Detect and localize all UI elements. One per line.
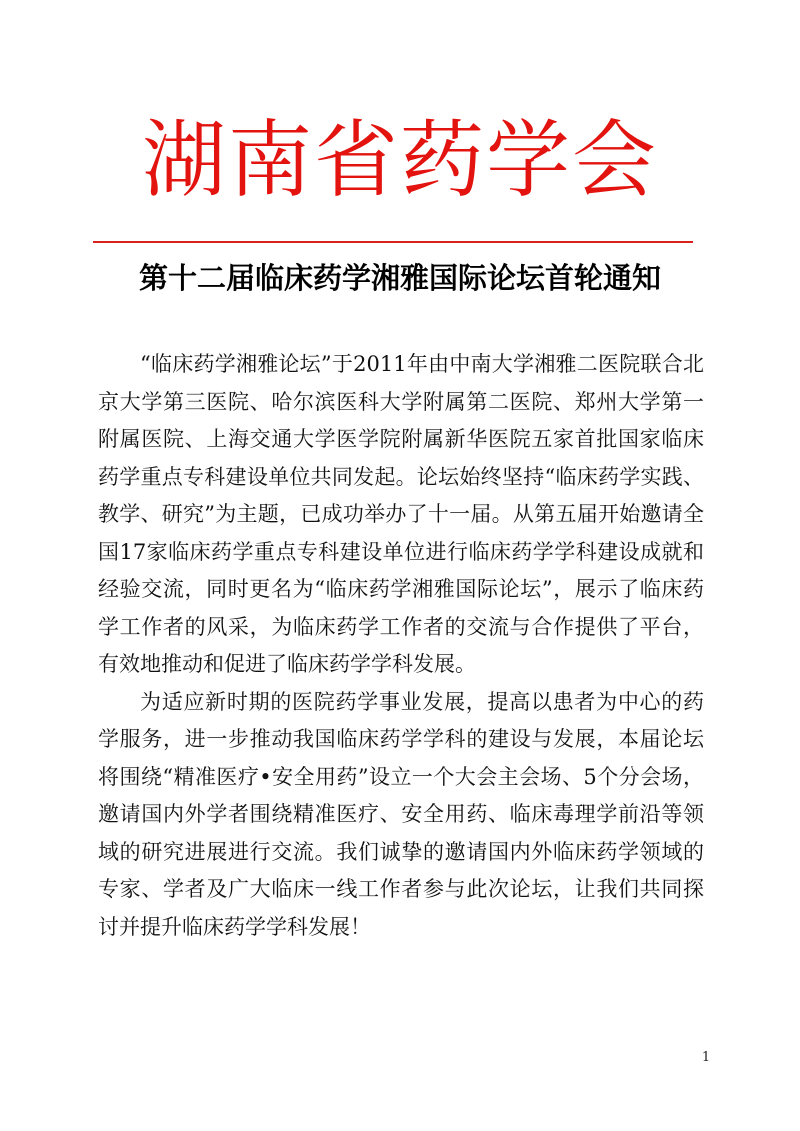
notice-body <box>98 346 704 946</box>
page-number: 1 <box>701 1050 711 1065</box>
organization-letterhead: 湖南省药学会 <box>141 111 658 209</box>
letterhead-divider <box>93 241 693 243</box>
body-paragraph-2: 为适应新时期的医院药学事业发展，提高以患者为中心的药学服务，进一步推动我国临床药学学科的建设与发展，本届论坛将围绕“精准医疗•安全用药”设立一个大会主会场、5个分会场，邀请国内外学者围绕精准医疗、安全用药、临床毒理学前沿等领域的研究进展进行交流。我们诚挚的邀请国内外临床药学领域的专家、学者及广大临床一线工作者参与此次论坛，让我们共同探讨并提升临床药学学科发展！ <box>98 689 704 939</box>
body-paragraph-1: “临床药学湘雅论坛”于2011年由中南大学湘雅二医院联合北京大学第三医院、哈尔滨医科大学附属第二医院、郑州大学第一附属医院、上海交通大学医学院附属新华医院五家首批国家临床药学重点专科建设单位共同发起。论坛始终坚持“临床药学实践、教学、研究”为主题，已成功举办了十一届。从第五届开始邀请全国17家临床药学重点专科建设单位进行临床药学学科建设成就和经验交流，同时更名为“临床药学湘雅国际论坛”，展示了临床药学工作者的风采，为临床药学工作者的交流与合作提供了平台，有效地推动和促进了临床药学学科发展。 <box>98 352 704 676</box>
notice-title: 第十二届临床药学湘雅国际论坛首轮通知 <box>138 261 661 295</box>
